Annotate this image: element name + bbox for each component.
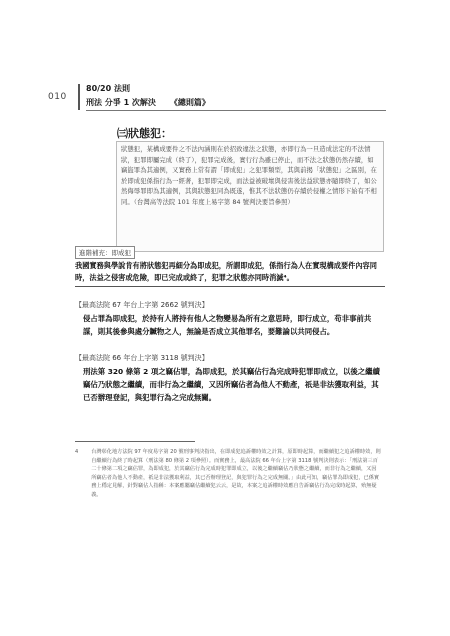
case-label-2: 【最高法院 66 年台上字第 3118 號判決】 [75, 354, 209, 362]
chapter-right: 《總則篇》 [169, 98, 210, 107]
case-body-2: 刑法第 320 條第 2 項之竊佔罪，為即成犯，於其竊佔行為完成時犯罪即成立，以後之繼續竊佔乃狀態之繼續，而非行為之繼續，又因所竊佔者為他人不動產，祇是非法獲取利益，其已否辦理登記，與犯罪行為之完成無關。 [83, 367, 380, 403]
case-label-1: 【最高法院 67 年台上字第 2662 號判決】 [75, 301, 209, 309]
footnote-text: 台灣彰化地方法院 97 年度易字第 20 號刑事判決指出，在即成犯追訴權時效之計算，原即時起算，而繼續犯之追訴權時效，則自繼續行為終了時起算（刑法第 80 條第 2 項參照）。而實務上，最高法院 66 年台上字第 3118 號判決則表示：「刑法第三百二十條第二項之竊佔罪，為即成犯，於其竊佔行為完成時犯罪即成立，以後之繼續竊佔乃狀態之繼續，而非行為之繼續，又因所竊佔者為他人不動產，祇是非法獲取利益，其已否辦理登記，與犯罪行為之完成無關。」由此可知，竊佔罪為即成犯，已係實務上穩定見解，針對竊佔人指稱：本案應屬竊佔繼續犯云云，是故，本案之追訴權時效應自告訴竊佔行為完成時起算，殆無疑義。 [91, 449, 381, 498]
case-body-1: 侵占罪為即成犯，於持有人將持有他人之物變易為所有之意思時，即行成立，苟非事前共謀，則其後參與處分贓物之人，無論是否成立其他罪名，要難論以共同侵占。 [83, 314, 372, 337]
section-title: ㈢狀態犯： [117, 127, 172, 140]
footnote-rule [75, 441, 195, 442]
case-label-text: 最高法院 67 年台上字第 2662 號判決 [82, 301, 202, 309]
chapter-heading [86, 97, 210, 108]
advanced-tag: 進階補充：即成犯 [75, 246, 135, 259]
book-title: 80/20 法則 [86, 84, 130, 93]
chapter-left: 刑法 分爭 1 次解決 [86, 98, 156, 107]
header-rule [78, 84, 80, 110]
page-number: 010 [48, 92, 67, 102]
definition-box [116, 141, 384, 252]
definition-text: 狀態犯，某構成要件之不法內涵則在於招致違法之狀態，亦即行為一旦造成法定的不法情狀，犯罪即屬完成（終了），犯罪完成後，實行行為雖已停止，而不法之狀態仍然存續，如竊盜罪為其適例，又實務上常有謂「即成犯」之犯罪類型，其與前揭「狀態犯」之區別，在於即成犯係指行為一經著，犯罪即完成，而法益被破壞與侵害後法益狀態亦隨即終了，如公然侮辱罪即為其適例，其與狀態犯同為既遂，惟其不法狀態仍存續於侵權之情形下始有不相同。（台灣高等法院 101 年度上易字第 84 號判決要旨參照） [121, 146, 377, 206]
footnote-number: 4 [75, 449, 79, 455]
summary-paragraph: 我國實務與學說肯有將狀態犯再細分為即成犯，所謂即成犯，係指行為人在實現構成要件內容同時，法益之侵害或危險，即已完成或終了，犯罪之狀態亦同時消滅⁴。 [75, 260, 385, 287]
footnote [75, 448, 387, 500]
header-divider [86, 110, 386, 111]
case-label-text: 最高法院 66 年台上字第 3118 號判決 [82, 354, 202, 362]
